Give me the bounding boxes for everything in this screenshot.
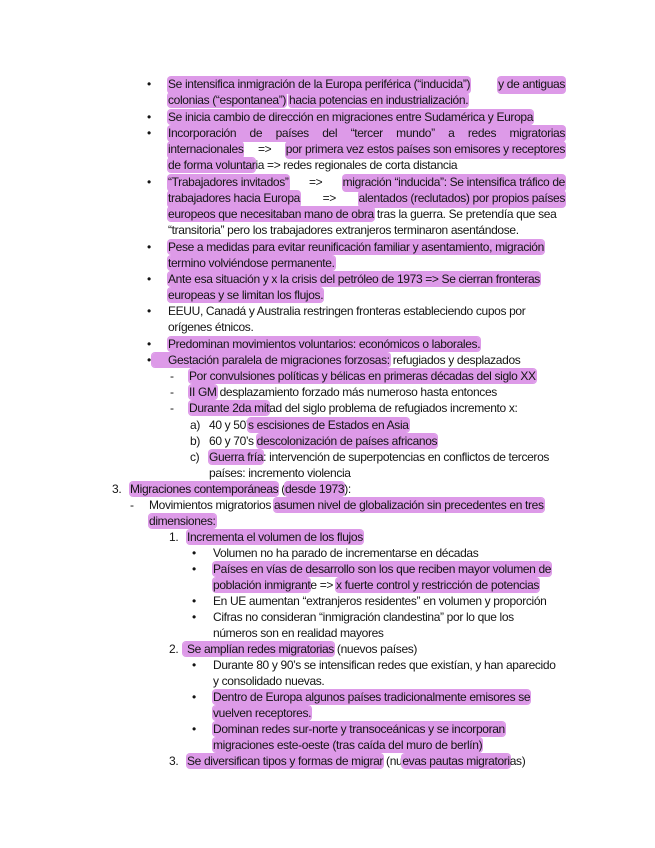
b3-line-2: internacionales => por primera vez estos países son emisores y receptores bbox=[168, 142, 565, 156]
n1b4-line-2: números son en realidad mayores bbox=[213, 626, 384, 640]
dash-icon: - bbox=[170, 385, 174, 399]
b1-line-1: Se intensifica inmigración de la Europa periférica (“inducida”) y de antiguas bbox=[168, 77, 565, 91]
b5-line-1: Pese a medidas para evitar reunificación familiar y asentamiento, migración bbox=[168, 240, 544, 254]
n1b2-line-1: Países en vías de desarrollo son los que reciben mayor volumen de bbox=[213, 562, 552, 576]
b2-line-1: Se inicia cambio de dirección en migraciones entre Sudamérica y Europa bbox=[168, 110, 534, 124]
n2b1-line-1: Durante 80 y 90’s se intensifican redes que existían, y han aparecido bbox=[213, 658, 556, 672]
b4-line-3: europeos que necesitaban mano de obra tras la guerra. Se pretendía que sea bbox=[168, 207, 557, 221]
n2b1-line-2: y consolidado nuevas. bbox=[213, 674, 325, 688]
lc-line-2: países: incremento violencia bbox=[209, 466, 351, 480]
b3-line-1: Incorporación de países del “tercer mundo” a redes migratorias bbox=[168, 126, 565, 140]
d2-line-1: II GM desplazamiento forzado más numeroso hasta entonces bbox=[189, 385, 497, 399]
n2b3-line-1: Dominan redes sur-norte y transoceánicas y se incorporan bbox=[213, 722, 505, 736]
bullet-icon: • bbox=[192, 658, 196, 672]
n2b3-line-2: migraciones este-oeste (tras caída del muro de berlín) bbox=[213, 738, 483, 752]
b4-line-4: “transitoria” pero los trabajadores extranjeros terminaron asentándose. bbox=[168, 223, 519, 237]
b4-line-2: trabajadores hacia Europa => alentados (reclutados) por propios países bbox=[168, 191, 565, 205]
lb-line-1: 60 y 70’s descolonización de países africanos bbox=[209, 434, 438, 448]
b7-line-1: EEUU, Canadá y Australia restringen fronteras estableciendo cupos por bbox=[168, 304, 526, 318]
list-marker: a) bbox=[190, 418, 200, 432]
bullet-icon: • bbox=[147, 126, 151, 140]
bullet-icon: • bbox=[147, 175, 151, 189]
n1b2-line-2: población inmigrante => x fuerte control y restricción de potencias bbox=[213, 578, 540, 592]
n1b1-line-1: Volumen no ha parado de incrementarse en décadas bbox=[213, 546, 479, 560]
b5-line-2: termino volviéndose permanente. bbox=[168, 256, 335, 270]
n2-line-1: Se amplían redes migratorias (nuevos países) bbox=[183, 642, 417, 658]
d3-line-1: Durante 2da mitad del siglo problema de refugiados incremento x: bbox=[189, 401, 518, 415]
b4-line-1: “Trabajadores invitados” => migración “inducida”: Se intensifica tráfico de bbox=[168, 175, 565, 189]
section-number: 3. bbox=[112, 482, 122, 496]
dash-icon: - bbox=[170, 369, 174, 383]
b9-line-1: Gestación paralela de migraciones forzosas: refugiados y desplazados bbox=[152, 353, 520, 369]
list-marker: c) bbox=[190, 450, 200, 464]
n1b4-line-1: Cifras no consideran “inmigración clandestina” por lo que los bbox=[213, 610, 514, 624]
dash-icon: - bbox=[170, 401, 174, 415]
n2b2-line-1: Dentro de Europa algunos países tradicionalmente emisores se bbox=[213, 690, 531, 704]
bullet-icon: • bbox=[147, 353, 151, 367]
list-marker: 3. bbox=[169, 754, 179, 768]
mm-line-2: dimensiones: bbox=[149, 514, 216, 528]
la-line-1: 40 y 50’s escisiones de Estados en Asia bbox=[209, 418, 409, 432]
b7-line-2: orígenes étnicos. bbox=[168, 320, 254, 334]
b3-line-3: de forma voluntaria => redes regionales de corta distancia bbox=[168, 158, 458, 172]
b6-line-1: Ante esa situación y x la crisis del petróleo de 1973 => Se cierran fronteras bbox=[168, 272, 540, 286]
bullet-icon: • bbox=[147, 337, 151, 351]
bullet-icon: • bbox=[147, 304, 151, 318]
list-marker: 2. bbox=[169, 642, 179, 656]
b6-line-2: europeas y se limitan los flujos. bbox=[168, 288, 324, 302]
b8-line-1: Predominan movimientos voluntarios: económicos o laborales. bbox=[168, 337, 481, 351]
bullet-icon: • bbox=[147, 110, 151, 124]
n3-line-1: Se diversifican tipos y formas de migrar (nuevas pautas migratorias) bbox=[187, 754, 526, 768]
bullet-icon: • bbox=[147, 272, 151, 286]
bullet-icon: • bbox=[192, 690, 196, 704]
bullet-icon: • bbox=[192, 546, 196, 560]
bullet-icon: • bbox=[147, 240, 151, 254]
section-3-heading: Migraciones contemporáneas (desde 1973): bbox=[130, 482, 351, 496]
bullet-icon: • bbox=[192, 562, 196, 576]
dash-icon: - bbox=[130, 498, 134, 512]
b1-line-2: colonias (“espontanea”) hacia potencias en industrialización. bbox=[168, 93, 469, 107]
mm-line-1: Movimientos migratorios asumen nivel de globalización sin precedentes en tres bbox=[149, 498, 544, 512]
bullet-icon: • bbox=[147, 77, 151, 91]
list-marker: b) bbox=[190, 434, 200, 448]
n1-line-1: Incrementa el volumen de los flujos bbox=[187, 530, 363, 544]
lc-line-1: Guerra fría: intervención de superpotencias en conflictos de terceros bbox=[209, 450, 550, 464]
d1-line-1: Por convulsiones políticas y bélicas en primeras décadas del siglo XX bbox=[189, 369, 536, 383]
bullet-icon: • bbox=[192, 610, 196, 624]
bullet-icon: • bbox=[192, 594, 196, 608]
n2b2-line-2: vuelven receptores. bbox=[213, 706, 312, 720]
bullet-icon: • bbox=[192, 722, 196, 736]
list-marker: 1. bbox=[169, 530, 179, 544]
n1b3-line-1: En UE aumentan “extranjeros residentes” en volumen y proporción bbox=[213, 594, 547, 608]
